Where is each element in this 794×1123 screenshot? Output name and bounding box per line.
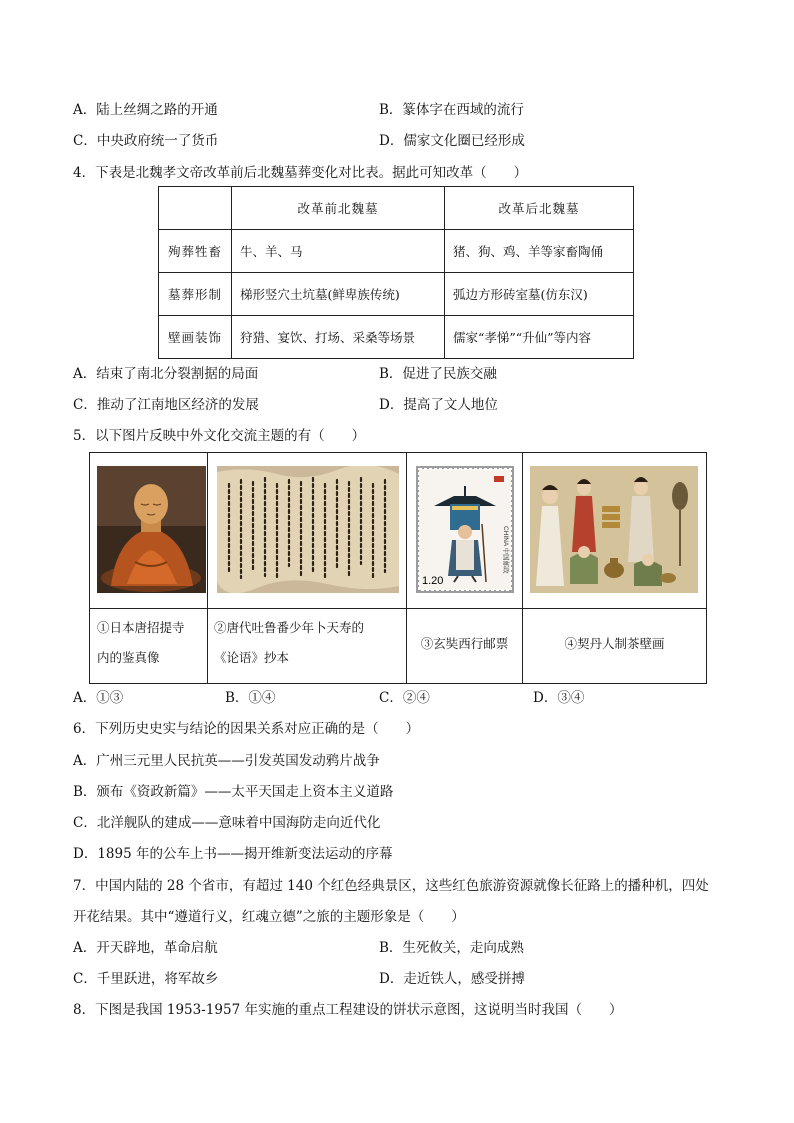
- stamp-value: 1.20: [422, 575, 444, 587]
- q5-stem: 5．以下图片反映中外文化交流主题的有（ ）: [73, 428, 366, 444]
- table-header-cell: 改革前北魏墓: [232, 187, 445, 230]
- q6-option-c: C．北洋舰队的建成——意味着中国海防走向近代化: [73, 815, 381, 831]
- q7-stem-line-1: 7．中国内陆的 28 个省市，有超过 140 个红色经典景区，这些红色旅游资源就像长征路上的播种机，四处: [73, 878, 709, 894]
- caption-line: ④契丹人制茶壁画: [564, 636, 665, 651]
- q7-option-c: C．千里跃进，将军故乡: [73, 971, 219, 987]
- q4-option-d: D．提高了文人地位: [379, 397, 498, 413]
- q7-option-d: D．走近铁人，感受拼搏: [379, 971, 525, 987]
- analects-manuscript-image: [217, 466, 399, 593]
- q6-option-a: A．广州三元里人民抗英——引发英国发动鸦片战争: [73, 753, 380, 769]
- table-row-header: 壁画装饰: [159, 316, 232, 359]
- q6-option-d: D．1895 年的公车上书——揭开维新变法运动的序幕: [73, 846, 393, 862]
- stamp-country: CHINA 中国邮政: [502, 526, 509, 574]
- q4-stem: 4．下表是北魏孝文帝改革前后北魏墓葬变化对比表。据此可知改革（ ）: [73, 165, 528, 181]
- caption-line: 《论语》抄本: [214, 650, 290, 665]
- jianzhen-statue-image: [97, 466, 206, 593]
- caption-line: ③玄奘西行邮票: [420, 636, 509, 651]
- q4-option-b: B．促进了民族交融: [379, 366, 497, 382]
- table-header-cell: [159, 187, 232, 230]
- table-header-cell: 改革后北魏墓: [445, 187, 634, 230]
- q8-stem: 8．下图是我国 1953-1957 年实施的重点工程建设的饼状示意图，这说明当时我国（ ）: [73, 1002, 623, 1018]
- q4-option-a: A．结束了南北分裂割据的局面: [73, 366, 259, 382]
- q6-stem: 6．下列历史史实与结论的因果关系对应正确的是（ ）: [73, 721, 420, 737]
- q5-caption-2: [214, 613, 404, 673]
- q5-image-table: [89, 452, 707, 684]
- table-header-row: [159, 187, 634, 230]
- caption-line: ①日本唐招提寺: [97, 620, 185, 635]
- table-row: [159, 230, 634, 273]
- q7-stem-line-2: 开花结果。其中“遵道行义，红魂立德”之旅的主题形象是（ ）: [73, 909, 465, 925]
- table-cell: 猪、狗、鸡、羊等家畜陶俑: [445, 230, 634, 273]
- q5-option-c: C．②④: [379, 690, 430, 706]
- q7-option-a: A．开天辟地，革命启航: [73, 940, 218, 956]
- q5-option-a: A．①③: [73, 690, 124, 706]
- table-row-header: 墓葬形制: [159, 273, 232, 316]
- table-row-header: 殉葬牲畜: [159, 230, 232, 273]
- q3-option-a: A．陆上丝绸之路的开通: [73, 102, 218, 118]
- q6-option-b: B．颁布《资政新篇》——太平天国走上资本主义道路: [73, 784, 394, 800]
- q5-caption-4: [523, 629, 706, 659]
- q3-option-d: D．儒家文化圈已经形成: [379, 133, 525, 149]
- table-cell: 狩猎、宴饮、打场、采桑等场景: [232, 316, 445, 359]
- q3-option-b: B．篆体字在西域的流行: [379, 102, 524, 118]
- table-cell: 弧边方形砖室墓(仿东汉): [445, 273, 634, 316]
- xuanzang-stamp-image: [416, 466, 514, 593]
- caption-line: 内的鉴真像: [97, 650, 160, 665]
- khitan-tea-mural-image: [530, 466, 698, 593]
- q5-caption-3: [407, 629, 522, 659]
- caption-line: ②唐代吐鲁番少年卜天寿的: [214, 620, 365, 635]
- q4-comparison-table: [158, 186, 634, 359]
- q3-option-c: C．中央政府统一了货币: [73, 133, 219, 149]
- table-cell: 儒家“孝悌”“升仙”等内容: [445, 316, 634, 359]
- q5-caption-1: [97, 613, 205, 673]
- q5-option-d: D．③④: [533, 690, 585, 706]
- table-row: [159, 273, 634, 316]
- q7-option-b: B．生死攸关，走向成熟: [379, 940, 524, 956]
- q5-option-b: B．①④: [225, 690, 276, 706]
- table-cell: 牛、羊、马: [232, 230, 445, 273]
- table-row: [159, 316, 634, 359]
- q4-option-c: C．推动了江南地区经济的发展: [73, 397, 259, 413]
- table-cell: 梯形竖穴土坑墓(鲜卑族传统): [232, 273, 445, 316]
